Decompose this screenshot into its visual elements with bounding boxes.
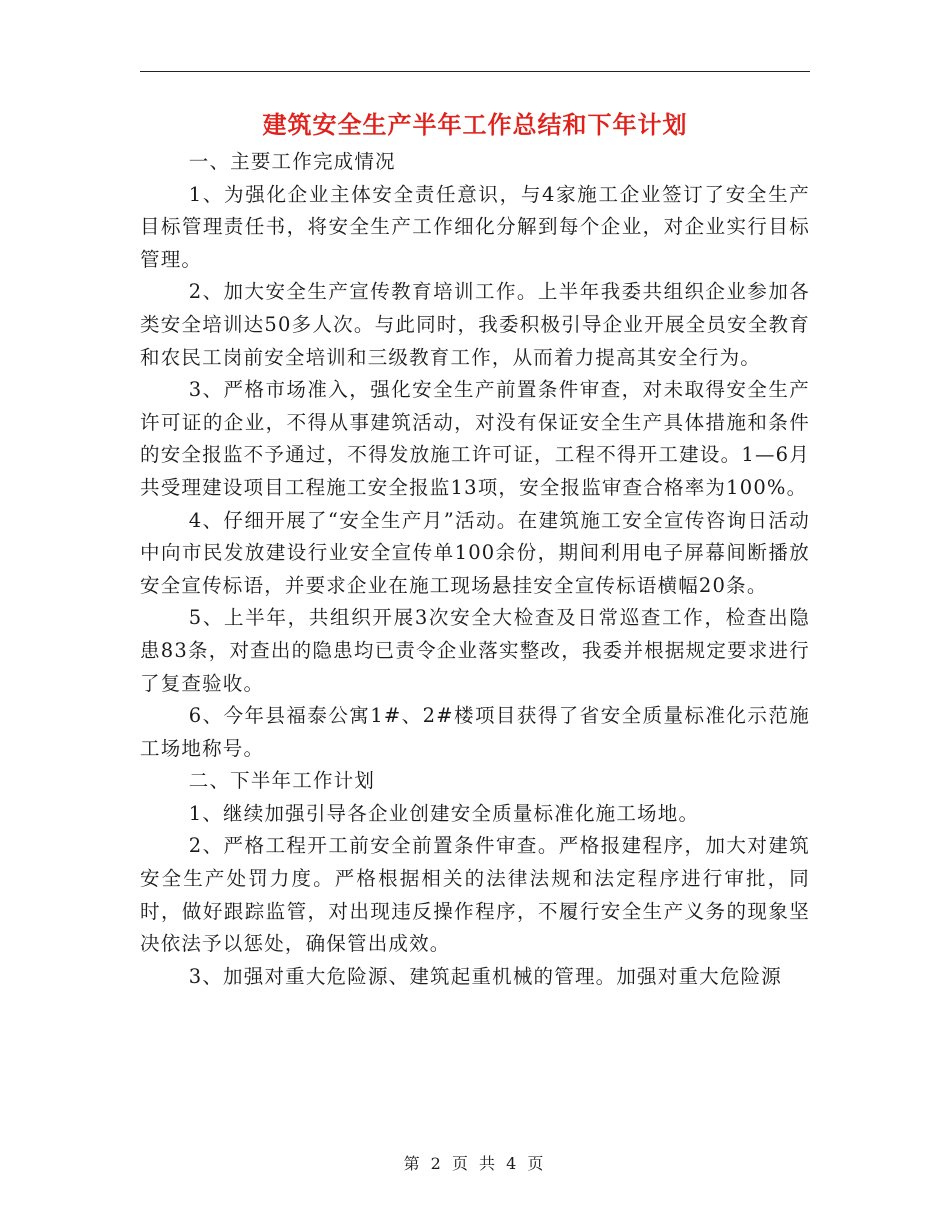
paragraph-item-5: 5、上半年，共组织开展3次安全大检查及日常巡查工作，检查出隐患83条，对查出的隐患均已责令企业落实整改，我委并根据规定要求进行了复查验收。 <box>140 606 810 695</box>
plan-item-2: 2、严格工程开工前安全前置条件审查。严格报建程序，加大对建筑安全生产处罚力度。严格根据相关的法律法规和法定程序进行审批，同时，做好跟踪监管，对出现违反操作程序，不履行安全生产义务的现象坚决依法予以惩处，确保管出成效。 <box>140 834 810 956</box>
paragraph-item-4: 4、仔细开展了“安全生产月”活动。在建筑施工安全宣传咨询日活动中向市民发放建设行业安全宣传单100余份，期间利用电子屏幕间断播放安全宣传标语，并要求企业在施工现场悬挂安全宣传标语横幅20条。 <box>140 508 810 597</box>
document-body <box>140 146 810 993</box>
page-footer <box>0 1152 950 1176</box>
paragraph-item-1: 1、为强化企业主体安全责任意识，与4家施工企业签订了安全生产目标管理责任书，将安全生产工作细化分解到每个企业，对企业实行目标管理。 <box>140 182 810 271</box>
paragraph-item-2: 2、加大安全生产宣传教育培训工作。上半年我委共组织企业参加各类安全培训达50多人次。与此同时，我委积极引导企业开展全员安全教育和农民工岗前安全培训和三级教育工作，从而着力提高其安全行为。 <box>140 280 810 369</box>
header-rule <box>140 71 810 72</box>
section-heading-main-work: 一、主要工作完成情况 <box>188 150 396 173</box>
document-title: 建筑安全生产半年工作总结和下年计划 <box>262 110 688 139</box>
plan-item-3: 3、加强对重大危险源、建筑起重机械的管理。加强对重大危险源 <box>188 964 782 988</box>
plan-item-1: 1、继续加强引导各企业创建安全质量标准化施工场地。 <box>188 801 700 825</box>
paragraph-item-6: 6、今年县福泰公寓1#、2#楼项目获得了省安全质量标准化示范施工场地称号。 <box>140 704 810 760</box>
page-number: 第 2 页 共 4 页 <box>403 1154 547 1173</box>
section-heading-plan: 二、下半年工作计划 <box>188 769 376 793</box>
paragraph-item-3: 3、严格市场准入，强化安全生产前置条件审查，对未取得安全生产许可证的企业，不得从事建筑活动，对没有保证安全生产具体措施和条件的安全报监不予通过，不得发放施工许可证，工程不得开工建设。1—6月共受理建设项目工程施工安全报监13项，安全报监审查合格率为100%。 <box>140 378 810 499</box>
